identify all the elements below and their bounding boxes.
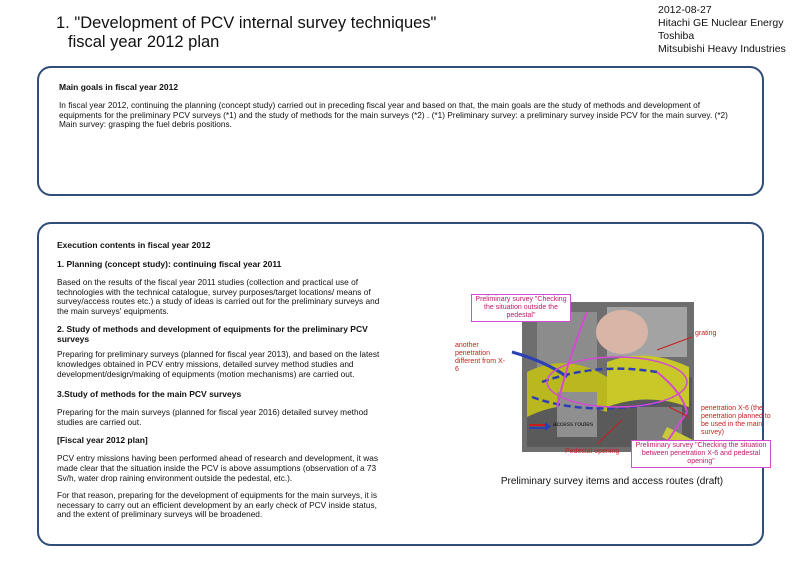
- section-1-heading: 1. Planning (concept study): continuing fiscal year 2011: [57, 259, 282, 269]
- date-label: 2012-08-27: [658, 4, 712, 16]
- goals-heading: Main goals in fiscal year 2012: [59, 82, 179, 92]
- company-3: Mitsubishi Heavy Industries: [658, 43, 786, 55]
- execution-panel: [37, 222, 771, 546]
- callout-outside-pedestal: Preliminary survey "Checking the situation outside the pedestal": [471, 294, 571, 322]
- section-2-heading: 2. Study of methods and development of equipments for the preliminary PCV surveys: [57, 324, 368, 345]
- header-meta: [658, 4, 798, 56]
- figure-caption: Preliminary survey items and access routes (draft): [500, 476, 724, 487]
- legend-access-routes: access routes: [553, 421, 594, 428]
- section-2-text: Preparing for preliminary surveys (planned for fiscal year 2013), and based on the latest knowledges obtained in PCV entry missions, detailed survey method studies and development/design/making of equipments (motion mechanisms) are carried out.: [57, 349, 380, 379]
- execution-heading: Execution contents in fiscal year 2012: [57, 240, 211, 250]
- label-penetration-x6: penetration X-6 (the penetration planned to be used in the main survey): [701, 405, 771, 436]
- goals-text: In fiscal year 2012, continuing the planning (concept study) carried out in preceding fiscal year and based on that, the main goals are the study of methods and development of equipments for the preliminary PCV surveys (*1) and the study of methods for the main surveys (*2) . (*1) Preliminary survey: a preliminary survey inside PCV for the main survey. (*2) Main survey: grasping the fuel debris positions.: [59, 100, 728, 130]
- company-2: Toshiba: [658, 30, 695, 42]
- section-3-text: Preparing for the main surveys (planned for fiscal year 2016) detailed survey method studies are carried out.: [57, 407, 368, 427]
- title-line-1: 1. "Development of PCV internal survey techniques": [56, 14, 437, 32]
- plan-text-1: PCV entry missions having been performed ahead of research and development, it was made clear that the situation inside the PCV is above assumptions (observation of a 73 Sv/h, water drop raining environment outside the pedestal, etc.).: [57, 453, 378, 483]
- survey-figure: [455, 292, 771, 472]
- plan-heading: [Fiscal year 2012 plan]: [57, 435, 148, 446]
- label-pedestal-opening: Pedestal opening: [565, 448, 620, 455]
- callout-x6-pedestal: Preliminary survey "Checking the situation between penetration X-6 and pedestal opening": [631, 440, 771, 468]
- section-1-text: Based on the results of the fiscal year 2011 studies (collection and practical use of technologies with the technical catalogue, survey purposes/target locations/ means of survey/access routes etc.) a study of ideas is carried out for the preliminary surveys and the main surveys' equipments.: [57, 277, 380, 316]
- title-line-2: fiscal year 2012 plan: [68, 33, 220, 51]
- execution-text-column: [57, 240, 387, 520]
- company-1: Hitachi GE Nuclear Energy: [658, 17, 784, 29]
- section-3-heading: 3.Study of methods for the main PCV surveys: [57, 389, 242, 400]
- plan-text-2: For that reason, preparing for the development of equipments for the main surveys, it is necessary to carry out an efficient development by an early check of PCV inside status, and the extent of preliminary surveys will be broadened.: [57, 490, 378, 520]
- page-title: [56, 14, 616, 52]
- goals-panel: [37, 66, 764, 196]
- label-another-penetration: another penetration different from X-6: [455, 342, 506, 373]
- label-grating: grating: [695, 330, 717, 337]
